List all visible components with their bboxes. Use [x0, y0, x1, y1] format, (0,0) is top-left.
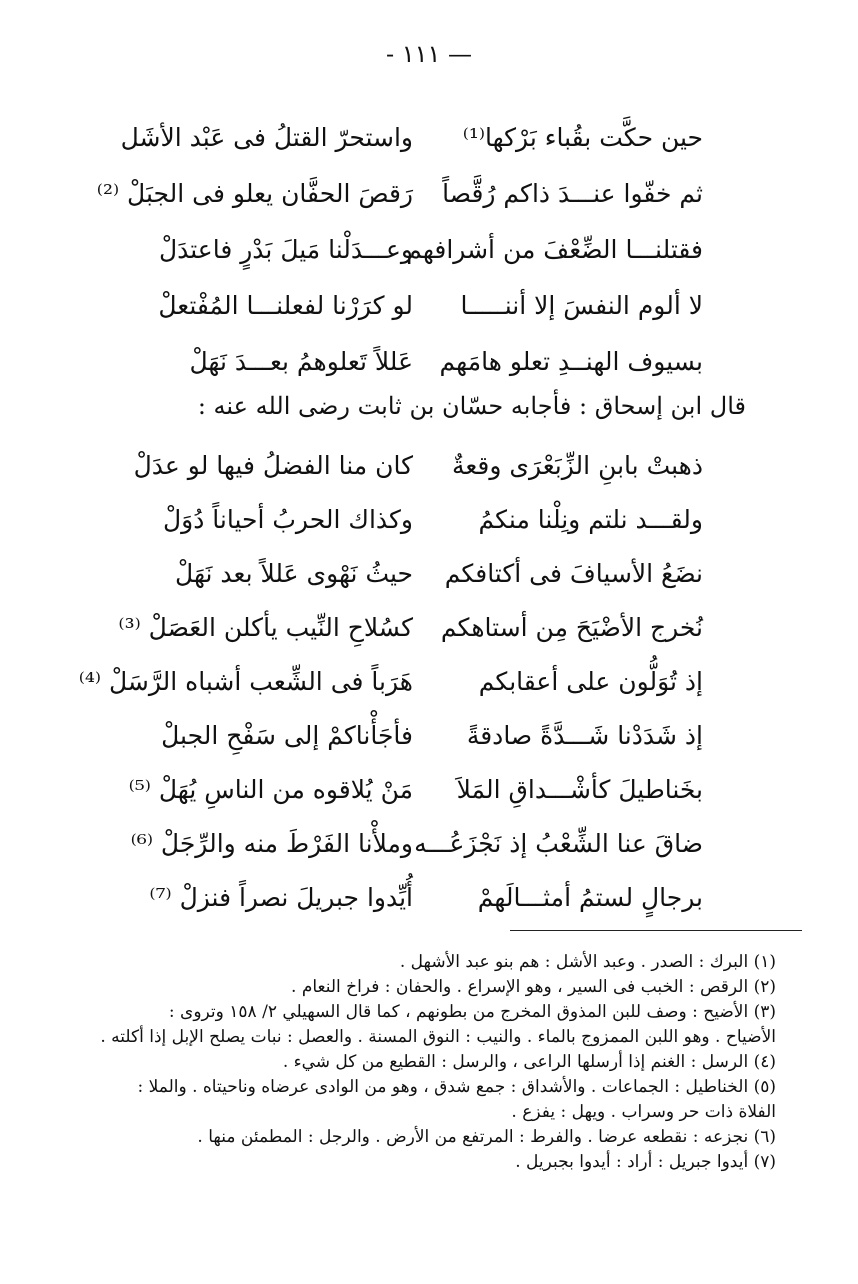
- verse-left-hemistich: هَرَباً فى الشِّعب أشباه الرَّسَلْ ⁽⁴⁾: [78, 667, 413, 696]
- verse: [0, 824, 858, 874]
- verse-left-hemistich: مَنْ يُلاقوه من الناسِ يُهَلْ ⁽⁵⁾: [128, 775, 413, 804]
- verse: [0, 608, 858, 658]
- verse-right-hemistich: إذ شَدَدْنا شَـــدَّةً صادقةً: [466, 721, 703, 750]
- verse-left-hemistich: رَقصَ الحفَّان يعلو فى الجبَلْ ⁽²⁾: [96, 179, 413, 208]
- verse: [0, 770, 858, 820]
- verse: [0, 716, 858, 766]
- verse-left-hemistich: وعـــدَلْنا مَيلَ بَدْرٍ فاعتدَلْ: [158, 235, 413, 264]
- verse-right-hemistich: ثم خفّوا عنـــدَ ذاكم رُقَّصاً: [442, 179, 703, 208]
- footnote: الأضياح . وهو اللبن الممزوج بالماء . والنيب : النوق المسنة . والعصل : نبات يصلح الإبل إذا أكلته .: [100, 1027, 776, 1047]
- footnote: (٦) نجزعه : نقطعه عرضا . والفرط : المرتفع من الأرض . والرجل : المطمئن منها .: [197, 1127, 776, 1147]
- verse-left-hemistich: فأجَأْناكمْ إلى سَفْحِ الجبلْ: [161, 721, 413, 750]
- verse: [0, 174, 858, 224]
- verse: [0, 286, 858, 336]
- verse-right-hemistich: ذهبتْ بابنِ الزِّبَعْرَى وقعةٌ: [451, 451, 703, 480]
- verse-right-hemistich: برجالٍ لستمُ أمثـــالَهمْ: [477, 883, 703, 912]
- verse-right-hemistich: حين حكَّت بقُباء بَرْكها⁽¹⁾: [462, 123, 703, 152]
- verse-left-hemistich: عَللاً تَعلوهمُ بعـــدَ نَهَلْ: [189, 347, 413, 376]
- footnote: (٣) الأضيح : وصف للبن المذوق المخرج من بطونهم ، كما قال السهيلي ٢/ ١٥٨ وتروى :: [168, 1002, 776, 1022]
- verse: [0, 118, 858, 168]
- footnote: (٧) أيدوا جبريل : أراد : أيدوا بجبريل .: [515, 1152, 776, 1172]
- footnote: (٥) الخناطيل : الجماعات . والأشداق : جمع شدق ، وهو من الوادى عرضاه وناحيتاه . والملا :: [137, 1077, 776, 1097]
- verse-left-hemistich: وكذاك الحربُ أحياناً دُوَلْ: [162, 505, 413, 534]
- verse: [0, 878, 858, 928]
- verse-left-hemistich: وملأْنا الفَرْطَ منه والرِّجَلْ ⁽⁶⁾: [130, 829, 413, 858]
- verse: [0, 446, 858, 496]
- verse-left-hemistich: كان منا الفضلُ فيها لو عدَلْ: [133, 451, 413, 480]
- verse-right-hemistich: فقتلنـــا الضِّعْفَ من أشرافهم: [406, 235, 703, 264]
- verse: [0, 662, 858, 712]
- footnotes: [56, 950, 776, 1175]
- verse: [0, 554, 858, 604]
- verse-right-hemistich: نضَعُ الأسيافَ فى أكتافكم: [444, 559, 703, 588]
- verse-left-hemistich: لو كرَرْنا لفعلنـــا المُفْتعلْ: [158, 291, 413, 320]
- footnote: (١) البرك : الصدر . وعبد الأشل : هم بنو عبد الأشهل .: [399, 952, 776, 972]
- verse-right-hemistich: ولقـــد نلتم ونِلْنا منكمُ: [478, 505, 703, 534]
- footnote: الفلاة ذات حر وسراب . ويهل : يفزع .: [511, 1102, 776, 1122]
- verse-right-hemistich: ضاقَ عنا الشِّعْبُ إذ نَجْزَعُـــه: [414, 829, 703, 858]
- verse: [0, 342, 858, 392]
- verse-left-hemistich: كسُلاحِ النِّيب يأكلن العَصَلْ ⁽³⁾: [118, 613, 413, 642]
- verse: [0, 500, 858, 550]
- footnote: (٤) الرسل : الغنم إذا أرسلها الراعى ، والرسل : القطيع من كل شيء .: [282, 1052, 776, 1072]
- verse-right-hemistich: بسيوف الهنــدِ تعلو هامَهم: [439, 347, 703, 376]
- verse-right-hemistich: إذ تُوَلُّون على أعقابكم: [478, 667, 703, 696]
- verse-right-hemistich: لا ألوم النفسَ إلا أننـــــا: [460, 291, 703, 320]
- verse-left-hemistich: واستحرّ القتلُ فى عَبْد الأشَل: [120, 123, 413, 152]
- page-number: — ١١١ -: [385, 40, 473, 68]
- footnote: (٢) الرقص : الخبب فى السير ، وهو الإسراع . والحفان : فراخ النعام .: [291, 977, 776, 997]
- verse-right-hemistich: نُخرج الأضْيَحَ مِن أستاهكم: [440, 613, 703, 642]
- verse-left-hemistich: أُيِّدوا جبريلَ نصراً فنزلْ ⁽⁷⁾: [149, 883, 413, 912]
- verse: [0, 230, 858, 280]
- footnote-divider: [510, 930, 802, 931]
- intro-line: قال ابن إسحاق : فأجابه حسّان بن ثابت رضى الله عنه :: [197, 392, 746, 420]
- verse-left-hemistich: حيثُ نَهْوى عَللاً بعد نَهَلْ: [175, 559, 413, 588]
- verse-right-hemistich: بخَناطيلَ كأشْـــداقِ المَلاَ: [456, 775, 703, 804]
